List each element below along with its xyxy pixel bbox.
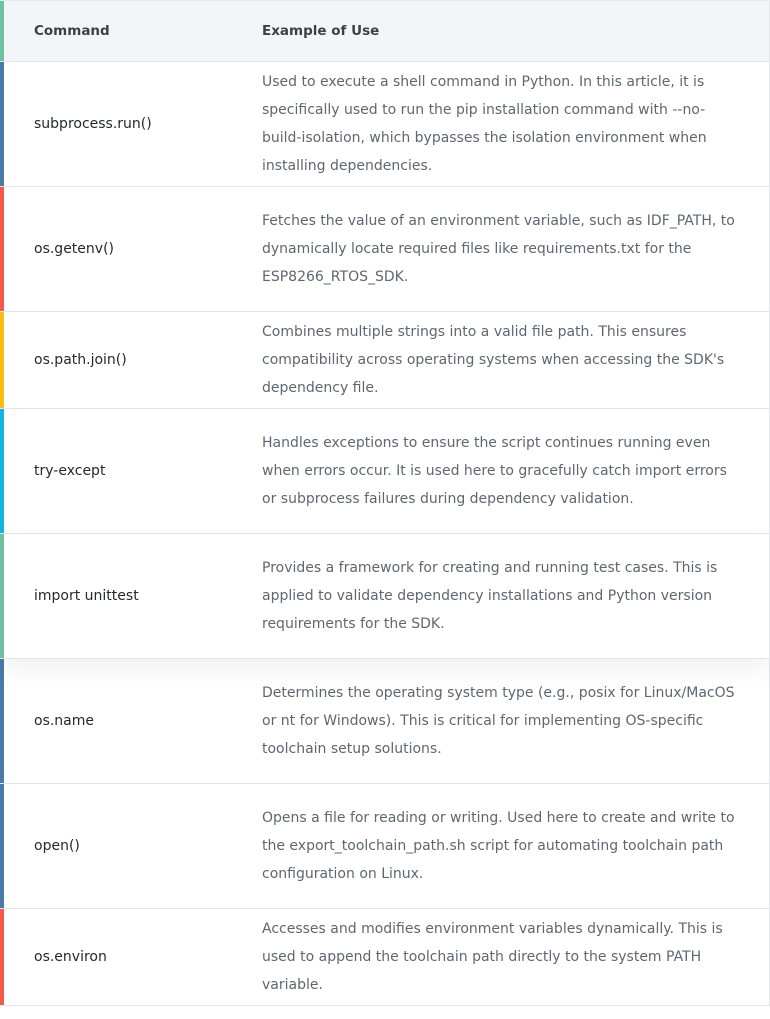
table-row [0, 187, 770, 312]
command-cell: os.environ [34, 949, 107, 965]
description-cell: Fetches the value of an environment variable, such as IDF_PATH, to dynamically locate required files like requirements.txt for the ESP8266_RTOS_SDK. [262, 213, 735, 285]
row-accent-bar [0, 534, 4, 658]
row-accent-bar [0, 909, 4, 1005]
description-cell: Handles exceptions to ensure the script continues running even when errors occur. It is used here to gracefully catch import errors or subprocess failures during dependency validation. [262, 435, 727, 507]
description-cell: Determines the operating system type (e.g., posix for Linux/MacOS or nt for Windows). This is critical for implementing OS-specific toolchain setup solutions. [262, 685, 735, 757]
command-cell: try-except [34, 463, 106, 479]
column-header-command: Command [34, 23, 110, 39]
row-accent-bar [0, 784, 4, 908]
row-accent-bar [0, 1, 4, 61]
command-cell: import unittest [34, 588, 139, 604]
command-cell: subprocess.run() [34, 116, 152, 132]
table-row [0, 534, 770, 659]
column-header-example: Example of Use [262, 23, 380, 39]
description-cell: Provides a framework for creating and running test cases. This is applied to validate dependency installations and Python version requirements for the SDK. [262, 560, 718, 632]
table-row [0, 659, 770, 784]
row-accent-bar [0, 409, 4, 533]
command-cell: os.name [34, 713, 95, 729]
table-row [0, 909, 770, 1006]
description-cell: Combines multiple strings into a valid file path. This ensures compatibility across operating systems when accessing the SDK's dependency file. [262, 324, 725, 396]
table-row [0, 312, 770, 409]
table-row [0, 62, 770, 187]
row-accent-bar [0, 659, 4, 783]
row-accent-bar [0, 187, 4, 311]
table-row [0, 409, 770, 534]
row-accent-bar [0, 62, 4, 186]
description-cell: Accesses and modifies environment variables dynamically. This is used to append the toolchain path directly to the system PATH variable. [262, 921, 723, 993]
command-cell: os.getenv() [34, 241, 114, 257]
row-accent-bar [0, 312, 4, 408]
description-cell: Opens a file for reading or writing. Used here to create and write to the export_toolchain_path.sh script for automating toolchain path configuration on Linux. [262, 810, 735, 882]
command-cell: os.path.join() [34, 352, 127, 368]
table-row [0, 784, 770, 909]
description-cell: Used to execute a shell command in Python. In this article, it is specifically used to run the pip installation command with --no-build-isolation, which bypasses the isolation environment when installing dependencies. [262, 74, 707, 174]
command-cell: open() [34, 838, 80, 854]
